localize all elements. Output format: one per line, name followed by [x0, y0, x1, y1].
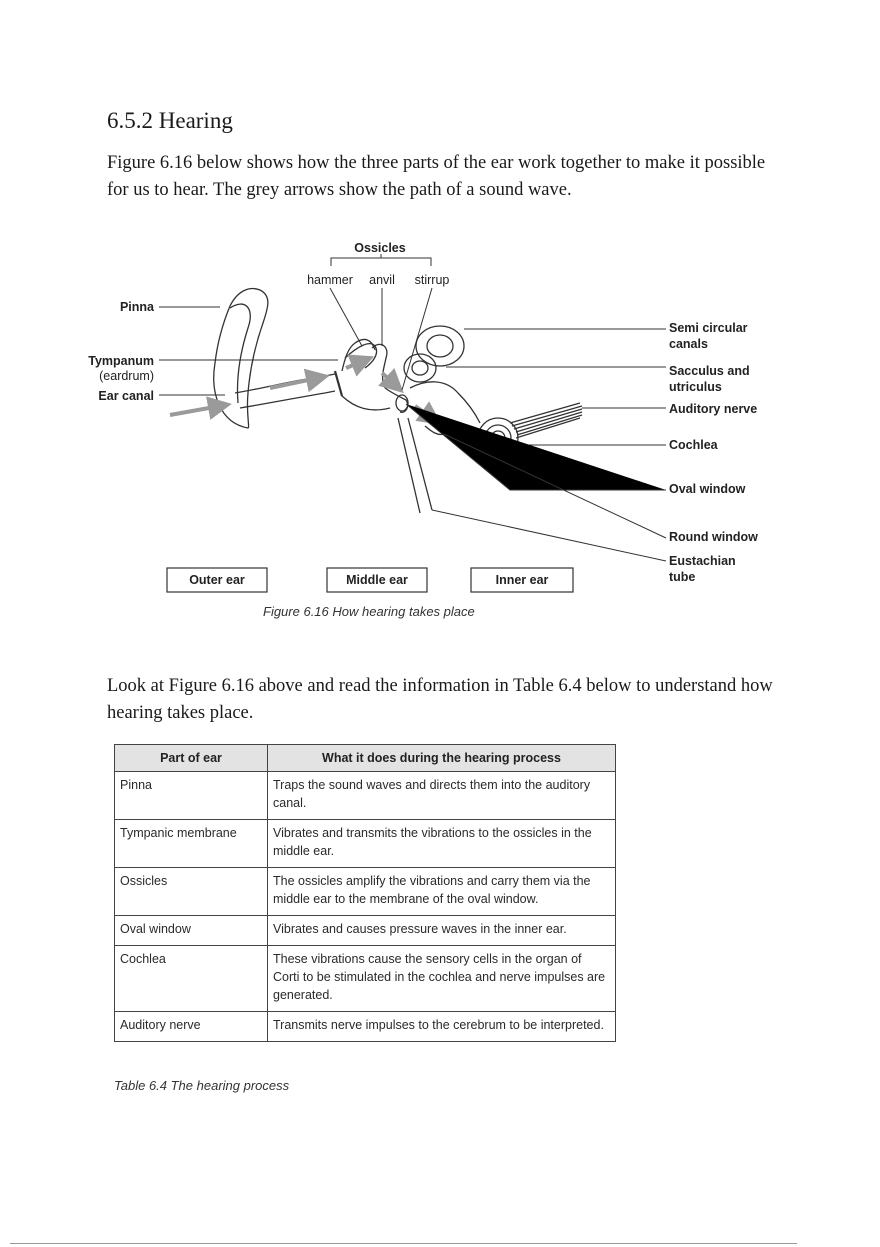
row-part: Cochlea: [115, 946, 268, 1012]
table-row: [115, 868, 616, 916]
oval-window-label: Oval window: [669, 482, 746, 496]
cochlea-label: Cochlea: [669, 438, 718, 452]
hearing-table-wrap: [114, 744, 616, 1042]
ear-diagram: [80, 228, 780, 628]
inner-ear-label: Inner ear: [495, 573, 549, 587]
section-heading: 6.5.2 Hearing: [107, 108, 233, 133]
header-part: Part of ear: [115, 745, 268, 772]
table-row: [115, 820, 616, 868]
stirrup-label: stirrup: [414, 273, 450, 287]
hearing-process-table: [114, 744, 616, 1042]
figure-caption: Figure 6.16 How hearing takes place: [263, 604, 475, 619]
header-function: What it does during the hearing process: [268, 745, 616, 772]
utriculus-label: utriculus: [669, 380, 722, 394]
row-part: Pinna: [115, 772, 268, 820]
row-part: Ossicles: [115, 868, 268, 916]
eardrum-label: (eardrum): [99, 369, 154, 383]
outer-ear-label: Outer ear: [189, 573, 245, 587]
row-desc: Traps the sound waves and directs them into the auditory canal.: [268, 772, 616, 820]
row-part: Auditory nerve: [115, 1012, 268, 1042]
ossicles-label: Ossicles: [354, 241, 406, 255]
pinna-label: Pinna: [119, 300, 154, 314]
row-desc: Vibrates and transmits the vibrations to the ossicles in the middle ear.: [268, 820, 616, 868]
intro-paragraph: Figure 6.16 below shows how the three parts of the ear work together to make it possible for us to hear. The grey arrows show the path of a sound wave.: [107, 153, 766, 200]
table-row: [115, 772, 616, 820]
ear-canal-label: Ear canal: [98, 389, 154, 403]
auditory-nerve-label: Auditory nerve: [669, 402, 758, 416]
middle-ear-label: Middle ear: [346, 573, 408, 587]
table-row: [115, 1012, 616, 1042]
tube-label: tube: [669, 570, 696, 584]
canals-label: canals: [669, 337, 708, 351]
table-row: [115, 946, 616, 1012]
table-caption: Table 6.4 The hearing process: [114, 1078, 290, 1093]
table-row: [115, 916, 616, 946]
row-desc: Transmits nerve impulses to the cerebrum to be interpreted.: [268, 1012, 616, 1042]
right-leader-lines: [406, 329, 666, 561]
sacculus-label: Sacculus and: [669, 364, 750, 378]
anvil-label: anvil: [369, 273, 395, 287]
row-desc: Vibrates and causes pressure waves in the inner ear.: [268, 916, 616, 946]
sound-path-arrows: [170, 361, 480, 440]
hammer-label: hammer: [307, 273, 353, 287]
row-desc: These vibrations cause the sensory cells in the organ of Corti to be stimulated in the cochlea and nerve impulses are generated.: [268, 946, 616, 1012]
row-part: Oval window: [115, 916, 268, 946]
eustachian-label: Eustachian: [669, 554, 736, 568]
semi-circular-label: Semi circular: [669, 321, 748, 335]
ossicles-bracket: [331, 254, 431, 266]
table-header-row: [115, 745, 616, 772]
footer-divider: [10, 1243, 797, 1244]
row-desc: The ossicles amplify the vibrations and carry them via the middle ear to the membrane of the oval window.: [268, 868, 616, 916]
table-intro-paragraph: Look at Figure 6.16 above and read the information in Table 6.4 below to understand how hearing takes place.: [107, 676, 773, 723]
tympanum-label: Tympanum: [88, 354, 154, 368]
row-part: Tympanic membrane: [115, 820, 268, 868]
round-window-label: Round window: [669, 530, 758, 544]
